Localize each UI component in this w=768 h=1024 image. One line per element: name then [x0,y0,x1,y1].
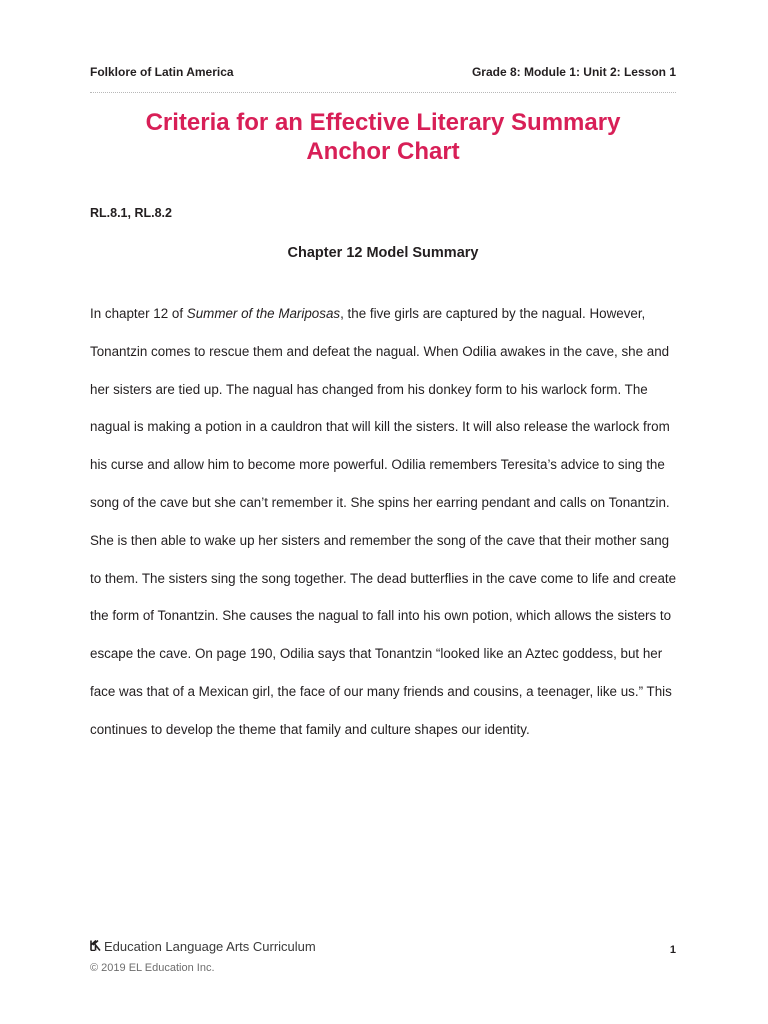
standards-label: RL.8.1, RL.8.2 [90,206,172,220]
section-heading: Chapter 12 Model Summary [287,245,479,261]
page-number: 1 [669,944,676,956]
title-line-2: Anchor Chart [306,138,460,165]
el-education-logo-icon [90,940,101,954]
title-line-1: Criteria for an Effective Literary Summary [145,109,621,136]
footer-copyright: © 2019 EL Education Inc. [90,962,215,974]
footer-logo [90,939,316,954]
summary-text: , the five girls are captured by the nagual. However, Tonantzin comes to rescue them and defeat the nagual. When Odilia awakes in the cave, she and her sisters are tied up. The nagual has changed from his donkey form to his warlock form. The nagual is making a potion in a cauldron that will kill the sisters. It will also release the warlock from his curse and allow him to become more powerful. Odilia remembers Teresita’s advice to sing the song of the cave but she can’t remember it. She spins her earring pendant and calls on Tonantzin. She is then able to wake up her sisters and remember the song of the cave that their mother sang to them. The sisters sing the song together. The dead butterflies in the cave come to life and create the form of Tonantzin. She causes the nagual to fall into his own potion, which allows the sisters to escape the cave. On page 190, Odilia says that Tonantzin “looked like an Aztec goddess, but her face was that of a Mexican girl, the face of our many friends and cousins, a teenager, like us.” This continues to develop the theme that family and culture shapes our identity. [90,306,677,737]
page-header [90,63,676,81]
book-title: Summer of the Mariposas [186,306,341,321]
header-module-title: Folklore of Latin America [90,65,234,79]
header-lesson-label: Grade 8: Module 1: Unit 2: Lesson 1 [471,65,676,79]
header-divider [90,92,676,93]
summary-intro: In chapter 12 of [90,306,187,321]
page-title [90,108,676,166]
model-summary-paragraph [90,295,680,749]
footer-logo-text: Education Language Arts Curriculum [104,939,316,954]
